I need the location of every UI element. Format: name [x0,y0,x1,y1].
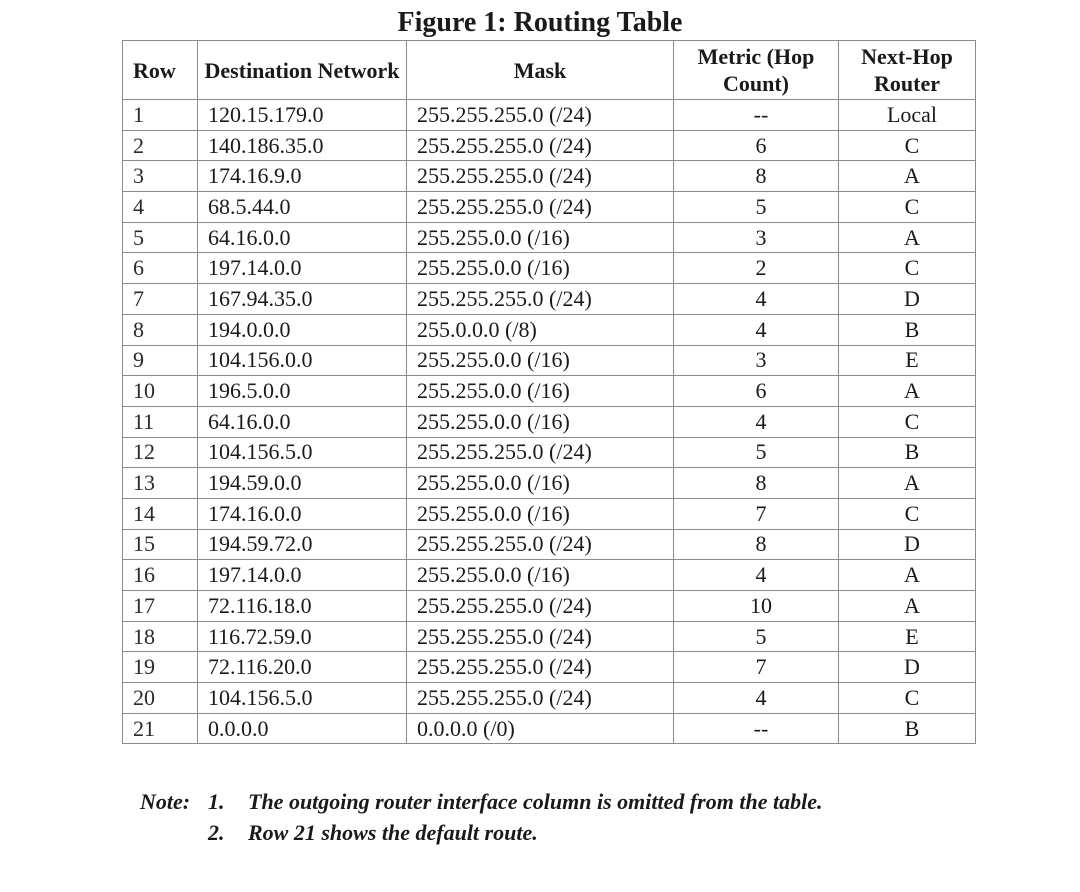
cell-metric: 10 [674,591,839,622]
cell-destination: 72.116.20.0 [198,652,407,683]
cell-next-hop: D [839,529,976,560]
cell-next-hop: E [839,621,976,652]
table-row [123,652,976,683]
table-row [123,376,976,407]
cell-destination: 116.72.59.0 [198,621,407,652]
cell-next-hop: A [839,468,976,499]
cell-mask: 255.255.255.0 (/24) [407,621,674,652]
cell-row-number: 2 [123,130,198,161]
cell-next-hop: C [839,498,976,529]
cell-metric: 6 [674,130,839,161]
cell-mask: 255.255.0.0 (/16) [407,468,674,499]
cell-metric: 4 [674,314,839,345]
note-number: 1. [208,789,225,814]
table-row [123,192,976,223]
cell-metric: 6 [674,376,839,407]
cell-row-number: 15 [123,529,198,560]
cell-mask: 255.255.0.0 (/16) [407,345,674,376]
table-row [123,314,976,345]
cell-row-number: 4 [123,192,198,223]
note-number: 2. [208,820,225,845]
cell-destination: 64.16.0.0 [198,406,407,437]
cell-row-number: 7 [123,284,198,315]
cell-mask: 0.0.0.0 (/0) [407,713,674,744]
cell-metric: 7 [674,498,839,529]
cell-mask: 255.255.255.0 (/24) [407,284,674,315]
table-row [123,529,976,560]
cell-destination: 120.15.179.0 [198,100,407,131]
cell-next-hop: A [839,376,976,407]
table-body [123,100,976,744]
table-row [123,406,976,437]
cell-destination: 104.156.5.0 [198,437,407,468]
cell-destination: 194.59.0.0 [198,468,407,499]
cell-mask: 255.255.255.0 (/24) [407,437,674,468]
cell-row-number: 6 [123,253,198,284]
cell-destination: 104.156.5.0 [198,683,407,714]
table-row [123,345,976,376]
cell-next-hop: C [839,683,976,714]
cell-row-number: 19 [123,652,198,683]
cell-row-number: 8 [123,314,198,345]
figure-title: Figure 1: Routing Table [397,7,683,38]
cell-mask: 255.0.0.0 (/8) [407,314,674,345]
cell-row-number: 18 [123,621,198,652]
cell-destination: 140.186.35.0 [198,130,407,161]
cell-mask: 255.255.0.0 (/16) [407,376,674,407]
cell-destination: 174.16.0.0 [198,498,407,529]
cell-mask: 255.255.0.0 (/16) [407,253,674,284]
cell-metric: 5 [674,437,839,468]
cell-row-number: 9 [123,345,198,376]
cell-destination: 64.16.0.0 [198,222,407,253]
note-text: Row 21 shows the default route. [248,820,538,845]
cell-next-hop: C [839,130,976,161]
table-header-row [123,41,976,100]
cell-row-number: 5 [123,222,198,253]
note-line-2 [140,817,822,848]
cell-mask: 255.255.255.0 (/24) [407,591,674,622]
cell-mask: 255.255.255.0 (/24) [407,652,674,683]
table-row [123,100,976,131]
column-header-next-hop: Next-Hop Router [839,41,976,100]
cell-metric: 4 [674,683,839,714]
cell-metric: 8 [674,468,839,499]
cell-row-number: 10 [123,376,198,407]
cell-destination: 197.14.0.0 [198,560,407,591]
note-text: The outgoing router interface column is omitted from the table. [248,789,823,814]
cell-metric: 4 [674,284,839,315]
routing-table [122,40,976,744]
cell-next-hop: E [839,345,976,376]
cell-next-hop: B [839,713,976,744]
cell-metric: 7 [674,652,839,683]
cell-metric: 3 [674,345,839,376]
cell-metric: 5 [674,192,839,223]
cell-next-hop: A [839,161,976,192]
cell-row-number: 3 [123,161,198,192]
table-row [123,621,976,652]
cell-mask: 255.255.255.0 (/24) [407,683,674,714]
cell-destination: 72.116.18.0 [198,591,407,622]
cell-next-hop: A [839,591,976,622]
cell-mask: 255.255.255.0 (/24) [407,130,674,161]
cell-next-hop: A [839,222,976,253]
cell-mask: 255.255.0.0 (/16) [407,406,674,437]
table-row [123,253,976,284]
cell-row-number: 20 [123,683,198,714]
table-row [123,222,976,253]
table-row [123,284,976,315]
cell-next-hop: C [839,253,976,284]
cell-mask: 255.255.255.0 (/24) [407,100,674,131]
cell-next-hop: Local [839,100,976,131]
cell-next-hop: B [839,437,976,468]
cell-row-number: 17 [123,591,198,622]
table-row [123,437,976,468]
cell-destination: 104.156.0.0 [198,345,407,376]
cell-row-number: 13 [123,468,198,499]
cell-metric: 8 [674,161,839,192]
cell-destination: 174.16.9.0 [198,161,407,192]
cell-destination: 167.94.35.0 [198,284,407,315]
cell-destination: 68.5.44.0 [198,192,407,223]
cell-metric: 3 [674,222,839,253]
cell-row-number: 14 [123,498,198,529]
cell-destination: 194.0.0.0 [198,314,407,345]
cell-next-hop: D [839,284,976,315]
table-row [123,161,976,192]
cell-row-number: 1 [123,100,198,131]
cell-destination: 196.5.0.0 [198,376,407,407]
cell-metric: 4 [674,406,839,437]
cell-mask: 255.255.255.0 (/24) [407,161,674,192]
table-row [123,468,976,499]
table-row [123,591,976,622]
cell-destination: 197.14.0.0 [198,253,407,284]
table-row [123,683,976,714]
table-row [123,560,976,591]
note-line-1 [140,786,822,817]
cell-next-hop: C [839,406,976,437]
cell-metric: -- [674,713,839,744]
cell-destination: 194.59.72.0 [198,529,407,560]
table-row [123,130,976,161]
cell-metric: 5 [674,621,839,652]
column-header-destination: Destination Network [198,41,407,100]
cell-mask: 255.255.255.0 (/24) [407,192,674,223]
column-header-row: Row [123,41,198,100]
cell-row-number: 11 [123,406,198,437]
table-row [123,498,976,529]
cell-mask: 255.255.0.0 (/16) [407,222,674,253]
table-note [140,786,822,848]
cell-row-number: 16 [123,560,198,591]
cell-next-hop: A [839,560,976,591]
cell-metric: 8 [674,529,839,560]
cell-row-number: 12 [123,437,198,468]
cell-metric: 4 [674,560,839,591]
column-header-mask: Mask [407,41,674,100]
cell-next-hop: B [839,314,976,345]
cell-destination: 0.0.0.0 [198,713,407,744]
column-header-metric: Metric (Hop Count) [674,41,839,100]
cell-metric: -- [674,100,839,131]
cell-mask: 255.255.0.0 (/16) [407,560,674,591]
cell-mask: 255.255.0.0 (/16) [407,498,674,529]
cell-next-hop: D [839,652,976,683]
table-row [123,713,976,744]
cell-next-hop: C [839,192,976,223]
cell-row-number: 21 [123,713,198,744]
cell-metric: 2 [674,253,839,284]
cell-mask: 255.255.255.0 (/24) [407,529,674,560]
note-label: Note: [140,789,191,814]
